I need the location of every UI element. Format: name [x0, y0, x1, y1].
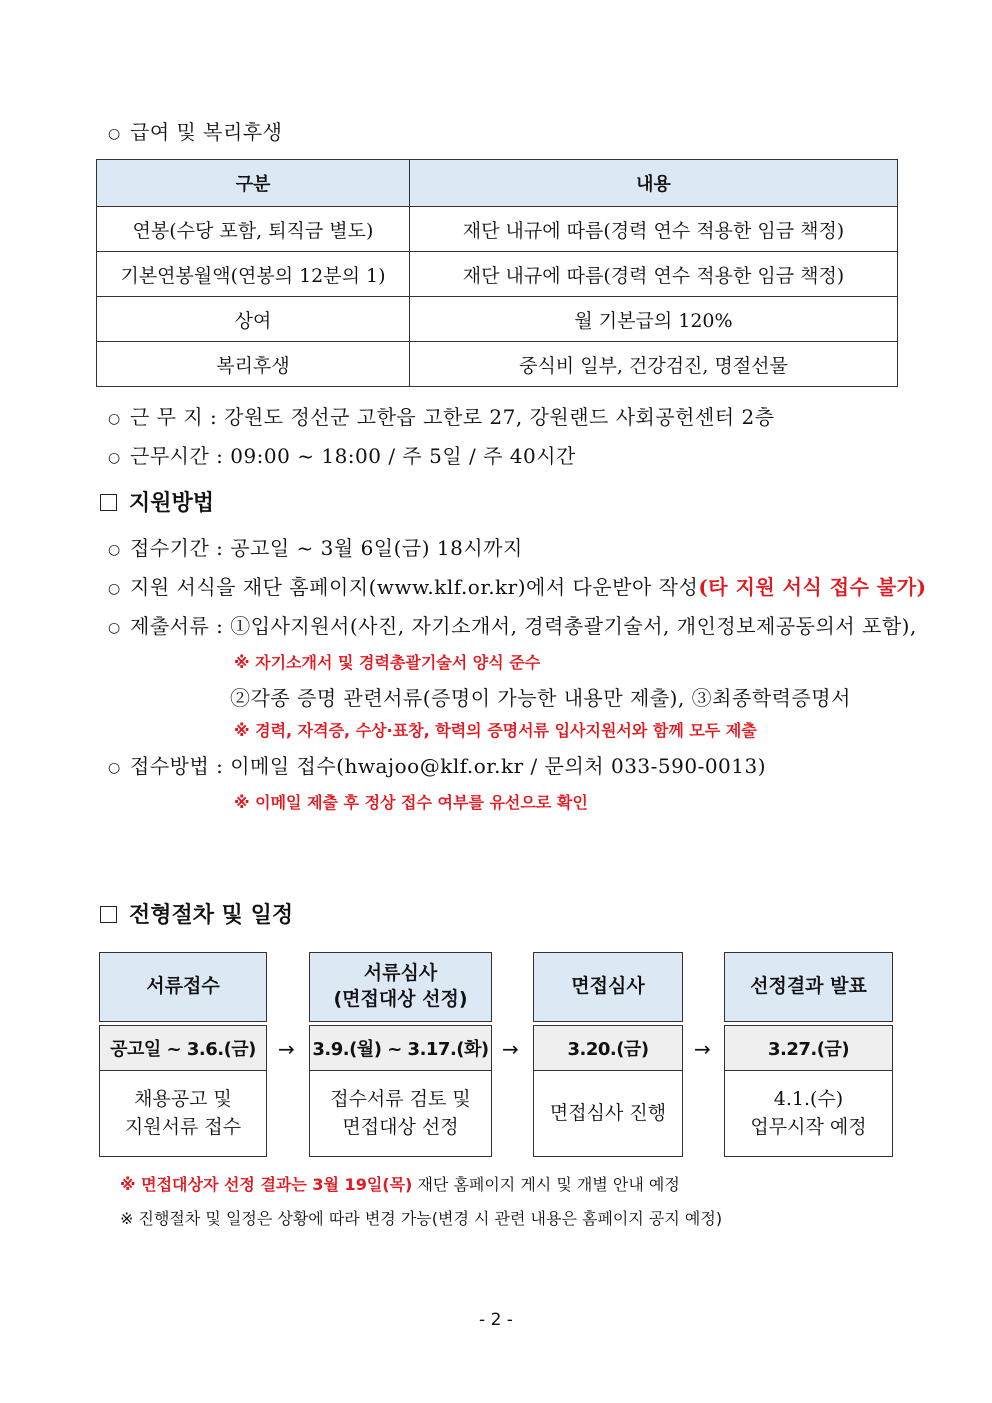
method-note: ※ 이메일 제출 후 정상 접수 여부를 유선으로 확인 — [234, 793, 588, 812]
docs-note-2: ※ 경력, 자격증, 수상·표창, 학력의 증명서류 입사지원서와 함께 모두 제출 — [234, 721, 757, 740]
circle-bullet-icon: ○ — [108, 759, 121, 776]
process-step-3 — [533, 952, 683, 1022]
step-title: 면접심사 — [534, 953, 682, 1021]
process-note-2: ※ 진행절차 및 일정은 상황에 따라 변경 가능(변경 시 관련 내용은 홈페이지 공지 예정) — [120, 1209, 723, 1228]
table-cell: 기본연봉월액(연봉의 12분의 1) — [97, 252, 410, 297]
application-method-line: ○ 접수방법 : 이메일 접수(hwajoo@klf.or.kr / 문의처 033-590-0013) — [108, 754, 767, 778]
circle-bullet-icon: ○ — [108, 449, 121, 466]
benefits-heading: ○ 급여 및 복리후생 — [108, 120, 283, 144]
table-cell: 중식비 일부, 건강검진, 명절선물 — [410, 342, 898, 387]
circle-bullet-icon: ○ — [108, 580, 121, 597]
table-header: 구분 — [97, 160, 410, 207]
circle-bullet-icon: ○ — [108, 410, 121, 427]
table-row — [97, 342, 898, 387]
application-docs-line: ○ 제출서류 : ①입사지원서(사진, 자기소개서, 경력총괄기술서, 개인정보제공동의서 포함), — [108, 614, 917, 638]
step-date: 3.27.(금) — [724, 1025, 893, 1071]
process-step-1 — [99, 952, 267, 1022]
circle-bullet-icon: ○ — [108, 125, 121, 142]
form-warning: (타 지원 서식 접수 불가) — [698, 575, 927, 599]
section-title-process: 전형절차 및 일정 — [100, 898, 293, 929]
page-number: - 2 - — [479, 1310, 513, 1330]
application-form-line: ○ 지원 서식을 재단 홈페이지(www.klf.or.kr)에서 다운받아 작성(타 지원 서식 접수 불가) — [108, 575, 927, 599]
table-row — [97, 207, 898, 252]
process-step-2 — [309, 952, 492, 1022]
step-description: 면접심사 진행 — [533, 1071, 683, 1157]
circle-bullet-icon: ○ — [108, 541, 121, 558]
step-description: 4.1.(수) 업무시작 예정 — [724, 1071, 893, 1157]
table-cell: 복리후생 — [97, 342, 410, 387]
table-row — [97, 297, 898, 342]
process-step-4 — [724, 952, 893, 1022]
work-hours-line: ○ 근무시간 : 09:00 ~ 18:00 / 주 5일 / 주 40시간 — [108, 444, 576, 468]
square-bullet-icon — [100, 906, 117, 923]
table-cell: 재단 내규에 따름(경력 연수 적용한 임금 책정) — [410, 252, 898, 297]
square-bullet-icon — [100, 494, 117, 511]
application-docs-line-2: ②각종 증명 관련서류(증명이 가능한 내용만 제출), ③최종학력증명서 — [230, 686, 851, 710]
arrow-right-icon: → — [502, 1037, 519, 1061]
step-title: 서류접수 — [100, 953, 266, 1021]
table-header: 내용 — [410, 160, 898, 207]
section-title-application: 지원방법 — [100, 486, 214, 517]
step-title: 선정결과 발표 — [725, 953, 892, 1021]
table-header-row — [97, 160, 898, 207]
step-description: 접수서류 검토 및 면접대상 선정 — [309, 1071, 492, 1157]
table-cell: 재단 내규에 따름(경력 연수 적용한 임금 책정) — [410, 207, 898, 252]
benefits-table — [96, 159, 898, 387]
arrow-right-icon: → — [694, 1037, 711, 1061]
step-date: 3.20.(금) — [533, 1025, 683, 1071]
step-date: 3.9.(월) ~ 3.17.(화) — [309, 1025, 492, 1071]
table-row — [97, 252, 898, 297]
process-note-1: ※ 면접대상자 선정 결과는 3월 19일(목) 재단 홈페이지 게시 및 개별 안내 예정 — [120, 1175, 680, 1194]
circle-bullet-icon: ○ — [108, 619, 121, 636]
step-title: 서류심사 (면접대상 선정) — [310, 953, 491, 1021]
docs-note-1: ※ 자기소개서 및 경력총괄기술서 양식 준수 — [234, 653, 541, 672]
table-cell: 연봉(수당 포함, 퇴직금 별도) — [97, 207, 410, 252]
step-description: 채용공고 및 지원서류 접수 — [99, 1071, 267, 1157]
table-cell: 월 기본급의 120% — [410, 297, 898, 342]
application-period-line: ○ 접수기간 : 공고일 ~ 3월 6일(금) 18시까지 — [108, 536, 523, 560]
work-place-line: ○ 근 무 지 : 강원도 정선군 고한읍 고한로 27, 강원랜드 사회공헌센터 2층 — [108, 405, 775, 429]
table-cell: 상여 — [97, 297, 410, 342]
arrow-right-icon: → — [278, 1037, 295, 1061]
step-date: 공고일 ~ 3.6.(금) — [99, 1025, 267, 1071]
